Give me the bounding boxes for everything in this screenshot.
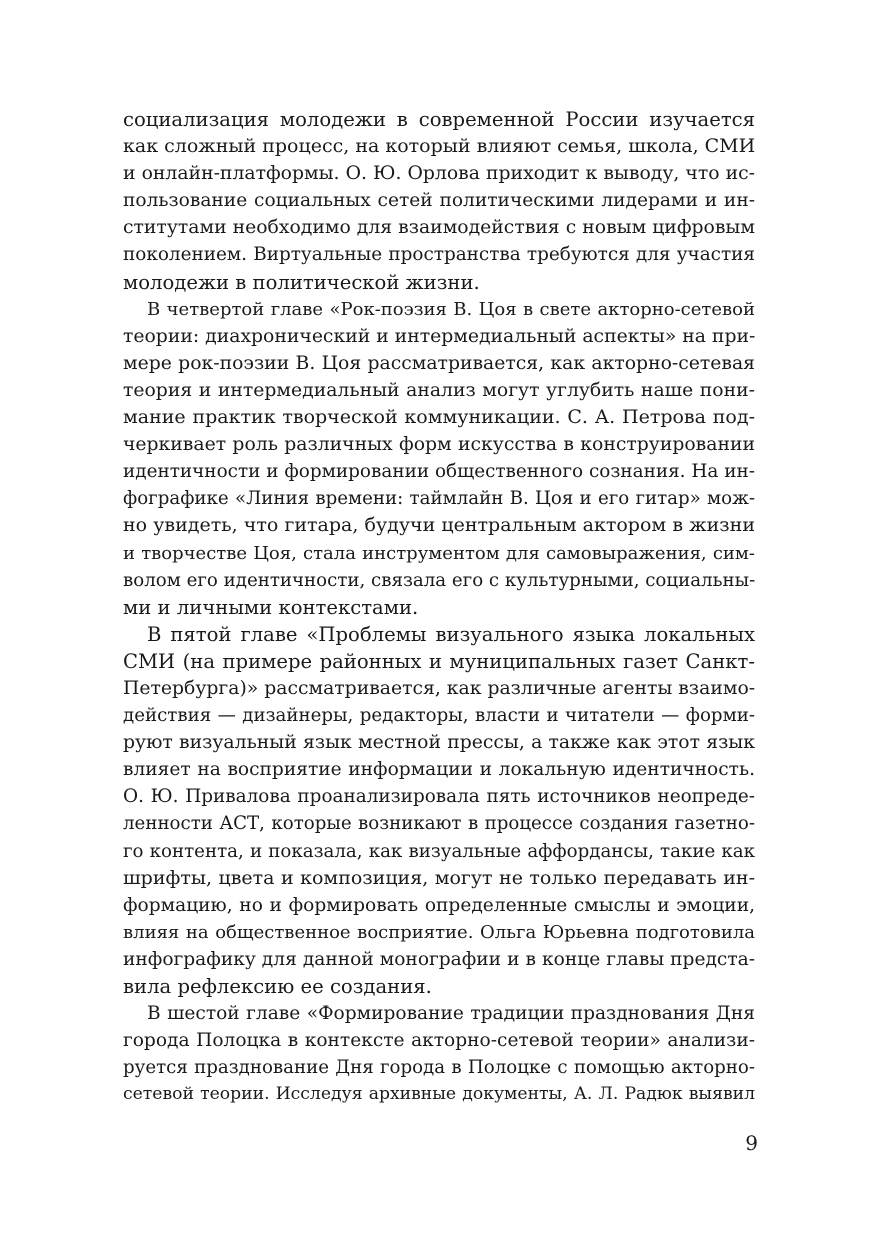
text-line: шрифты, цвета и композиция, могут не только передавать ин-	[123, 866, 755, 889]
paragraph-2	[123, 296, 755, 621]
paragraph-4	[123, 1000, 755, 1108]
text-line: В пятой главе «Проблемы визуального языка локальных	[147, 622, 755, 646]
text-line: и онлайн-платформы. О. Ю. Орлова приходит к выводу, что ис-	[123, 163, 755, 185]
text-line: Петербурга)» рассматривается, как различные агенты взаимо-	[123, 677, 756, 699]
text-line: пользование социальных сетей политическими лидерами и ин-	[123, 190, 755, 212]
text-line: В четвертой главе «Рок-поэзия В. Цоя в свете акторно-сетевой	[147, 298, 755, 320]
text-line: волом его идентичности, связала его с культурными, социальны-	[123, 569, 756, 591]
paragraph-1	[123, 106, 755, 296]
text-line: СМИ (на примере районных и муниципальных газет Санкт-	[123, 649, 755, 673]
text-line: го контента, и показала, как визуальные аффордансы, такие как	[123, 840, 755, 862]
text-line: ститутами необходимо для взаимодействия с новым цифровым	[123, 217, 755, 239]
text-line: В шестой главе «Формирование традиции празднования Дня	[147, 1003, 755, 1025]
text-line: действия — дизайнеры, редакторы, власти и читатели — форми-	[123, 705, 755, 727]
text-line: поколением. Виртуальные пространства требуются для участия	[123, 244, 755, 266]
text-line: ми и личными контекстами.	[123, 595, 419, 619]
text-line: формацию, но и формировать определенные смыслы и эмоции,	[123, 894, 755, 916]
text-line: О. Ю. Привалова проанализировала пять источников неопреде-	[123, 786, 755, 808]
text-line: фографике «Линия времени: таймлайн В. Цоя и его гитар» мож-	[123, 488, 755, 510]
text-line: но увидеть, что гитара, будучи центральным актором в жизни	[123, 514, 755, 537]
text-line: мание практик творческой коммуникации. С. А. Петрова под-	[123, 406, 755, 429]
text-line: руют визуальный язык местной прессы, а также как этот язык	[123, 732, 755, 754]
text-line: молодежи в политической жизни.	[123, 270, 480, 294]
text-line: влияет на восприятие информации и локальную идентичность.	[123, 759, 755, 781]
page-number: 9	[745, 1131, 758, 1155]
text-line: инфографику для данной монографии и в конце главы предста-	[123, 948, 755, 970]
text-line: как сложный процесс, на который влияют семья, школа, СМИ	[123, 135, 756, 158]
text-line: и творчестве Цоя, стала инструментом для самовыражения, сим-	[123, 542, 755, 564]
text-line: черкивает роль различных форм искусства в конструировании	[123, 434, 755, 456]
text-line: сетевой теории. Исследуя архивные документы, А. Л. Радюк выявил	[123, 1084, 755, 1105]
text-line: теории: диахронический и интермедиальный аспекты» на при-	[123, 325, 756, 347]
text-line: города Полоцка в контексте акторно-сетевой теории» анализи-	[123, 1030, 755, 1052]
text-line: социализация молодежи в современной России изучается	[123, 108, 755, 131]
text-line: идентичности и формировании общественного сознания. На ин-	[123, 461, 755, 483]
page-body	[123, 106, 755, 1108]
text-line: руется празднование Дня города в Полоцке с помощью акторно-	[123, 1057, 755, 1079]
paragraph-3	[123, 621, 755, 1000]
text-line: мере рок-поэзии В. Цоя рассматривается, как акторно-сетевая	[123, 352, 755, 374]
text-line: влияя на общественное восприятие. Ольга Юрьевна подготовила	[123, 921, 755, 943]
text-line: ленности АСТ, которые возникают в процессе создания газетно-	[123, 813, 755, 835]
text-line: вила рефлексию ее создания.	[123, 975, 432, 998]
text-line: теория и интермедиальный анализ могут углубить наше пони-	[123, 379, 755, 401]
